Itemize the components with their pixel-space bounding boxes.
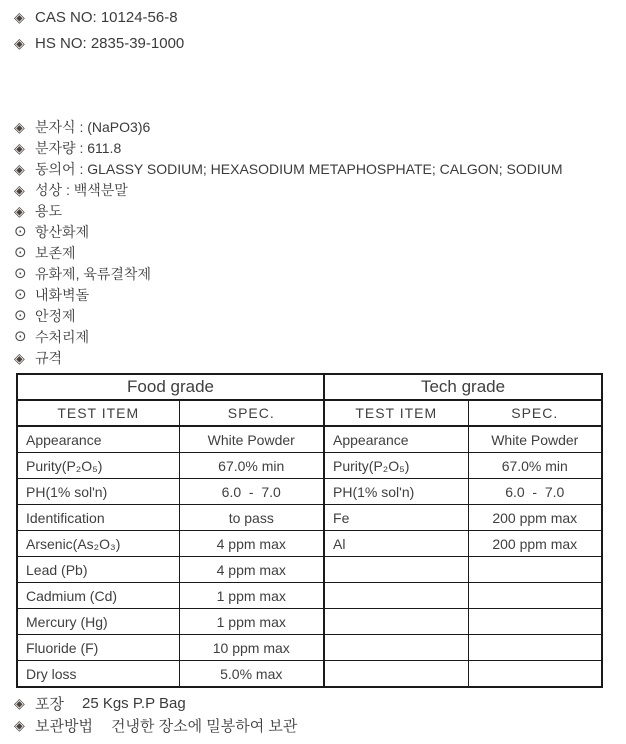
diamond-bullet-icon: ◈ [14, 695, 25, 711]
usage-item-text: 유화제, 육류결착제 [35, 265, 151, 282]
circle-dot-bullet-icon: ⊙ [14, 307, 27, 324]
usage-item-text: 보존제 [35, 244, 76, 261]
test-item-cell [324, 557, 468, 583]
spec-value-cell: 4 ppm max [179, 557, 324, 583]
test-item-cell [324, 583, 468, 609]
tech-grade-header: Tech grade [324, 374, 602, 400]
spec-table-row [17, 505, 602, 531]
diamond-bullet-icon: ◈ [14, 717, 25, 733]
test-item-cell: Appearance [324, 426, 468, 453]
spec-section-heading-text: 규격 [35, 349, 63, 366]
test-item-cell [324, 635, 468, 661]
spec-table-row [17, 453, 602, 479]
usage-item-text: 안정제 [35, 307, 76, 324]
storage-label: 보관방법 [35, 717, 93, 735]
usage-item-text: 항산화제 [35, 223, 90, 240]
test-item-cell: Lead (Pb) [17, 557, 179, 583]
synonyms-text: 동의어 : GLASSY SODIUM; HEXASODIUM METAPHOSPHATE; CALGON; SODIUM [35, 160, 563, 177]
spec-table-row [17, 479, 602, 505]
spec-value-cell [468, 609, 602, 635]
circle-dot-bullet-icon: ⊙ [14, 328, 27, 345]
molecular-weight-text: 분자량 : 611.8 [35, 139, 122, 156]
spec-table [16, 373, 603, 688]
test-item-cell: Appearance [17, 426, 179, 453]
packing-label: 포장 [35, 695, 64, 713]
test-item-cell: Al [324, 531, 468, 557]
diamond-bullet-icon: ◈ [14, 139, 25, 156]
spec-table-row [17, 609, 602, 635]
usage-item-stabilizer [14, 305, 563, 326]
usage-heading-line [14, 200, 563, 221]
spec-value-cell: 1 ppm max [179, 583, 324, 609]
test-item-cell: Cadmium (Cd) [17, 583, 179, 609]
molecular-formula-line [14, 116, 563, 137]
cas-no-line [14, 4, 184, 30]
spec-table-row [17, 635, 602, 661]
test-item-cell: PH(1% sol'n) [324, 479, 468, 505]
diamond-bullet-icon: ◈ [14, 160, 25, 177]
usage-item-preservative [14, 242, 563, 263]
food-test-item-header: TEST ITEM [17, 400, 179, 426]
spec-value-cell: 10 ppm max [179, 635, 324, 661]
test-item-cell: Identification [17, 505, 179, 531]
hs-no-text: HS NO: 2835-39-1000 [35, 34, 185, 52]
spec-value-cell: 200 ppm max [468, 531, 602, 557]
test-item-cell: Dry loss [17, 661, 179, 688]
packing-line [14, 692, 297, 714]
circle-dot-bullet-icon: ⊙ [14, 265, 27, 282]
properties-and-usage-block [14, 116, 563, 368]
spec-table-row [17, 583, 602, 609]
grade-header-row [17, 374, 602, 400]
spec-value-cell: White Powder [179, 426, 324, 453]
tech-spec-header: SPEC. [468, 400, 602, 426]
spec-table-body [17, 426, 602, 687]
usage-item-emulsifier [14, 263, 563, 284]
test-item-cell: Mercury (Hg) [17, 609, 179, 635]
synonyms-line [14, 158, 563, 179]
spec-value-cell: 67.0% min [179, 453, 324, 479]
spec-value-cell: 67.0% min [468, 453, 602, 479]
test-item-cell [324, 609, 468, 635]
usage-item-antioxidant [14, 221, 563, 242]
test-item-cell: Purity(P₂O₅) [324, 453, 468, 479]
food-spec-header: SPEC. [179, 400, 324, 426]
circle-dot-bullet-icon: ⊙ [14, 223, 27, 240]
test-item-cell: PH(1% sol'n) [17, 479, 179, 505]
test-item-cell: Fluoride (F) [17, 635, 179, 661]
spec-section-heading-line [14, 347, 563, 368]
packing-storage-block [14, 692, 297, 736]
storage-value: 건냉한 장소에 밀봉하여 보관 [110, 717, 298, 735]
usage-item-firebrick [14, 284, 563, 305]
storage-line [14, 714, 297, 736]
spec-value-cell [468, 661, 602, 688]
hs-no-line [14, 30, 184, 56]
spec-table-row [17, 531, 602, 557]
molecular-weight-line [14, 137, 563, 158]
diamond-bullet-icon: ◈ [14, 9, 25, 25]
diamond-bullet-icon: ◈ [14, 349, 25, 366]
spec-table-row [17, 557, 602, 583]
food-grade-header: Food grade [17, 374, 324, 400]
circle-dot-bullet-icon: ⊙ [14, 244, 27, 261]
spec-value-cell: 200 ppm max [468, 505, 602, 531]
test-item-cell: Fe [324, 505, 468, 531]
column-header-row [17, 400, 602, 426]
circle-dot-bullet-icon: ⊙ [14, 286, 27, 303]
test-item-cell [324, 661, 468, 688]
usage-item-water-treatment [14, 326, 563, 347]
test-item-cell: Arsenic(As₂O₃) [17, 531, 179, 557]
spec-value-cell [468, 635, 602, 661]
spec-value-cell: 1 ppm max [179, 609, 324, 635]
diamond-bullet-icon: ◈ [14, 181, 25, 198]
spec-value-cell [468, 557, 602, 583]
spec-table-row [17, 661, 602, 688]
spec-value-cell: 6.0 - 7.0 [179, 479, 324, 505]
spec-value-cell: 6.0 - 7.0 [468, 479, 602, 505]
test-item-cell: Purity(P₂O₅) [17, 453, 179, 479]
packing-value: 25 Kgs P.P Bag [81, 694, 186, 712]
diamond-bullet-icon: ◈ [14, 118, 25, 135]
diamond-bullet-icon: ◈ [14, 202, 25, 219]
spec-value-cell: 5.0% max [179, 661, 324, 688]
appearance-line [14, 179, 563, 200]
cas-no-text: CAS NO: 10124-56-8 [35, 8, 178, 26]
spec-table-row [17, 426, 602, 453]
spec-value-cell: 4 ppm max [179, 531, 324, 557]
molecular-formula-text: 분자식 : (NaPO3)6 [35, 118, 151, 135]
spec-value-cell [468, 583, 602, 609]
spec-value-cell: to pass [179, 505, 324, 531]
spec-table-head [17, 374, 602, 426]
appearance-text: 성상 : 백색분말 [35, 181, 128, 198]
spec-value-cell: White Powder [468, 426, 602, 453]
usage-heading-text: 용도 [35, 202, 63, 219]
usage-item-text: 내화벽돌 [35, 286, 90, 303]
usage-item-text: 수처리제 [35, 328, 90, 345]
diamond-bullet-icon: ◈ [14, 35, 25, 51]
tech-test-item-header: TEST ITEM [324, 400, 468, 426]
id-numbers-block [14, 4, 184, 56]
